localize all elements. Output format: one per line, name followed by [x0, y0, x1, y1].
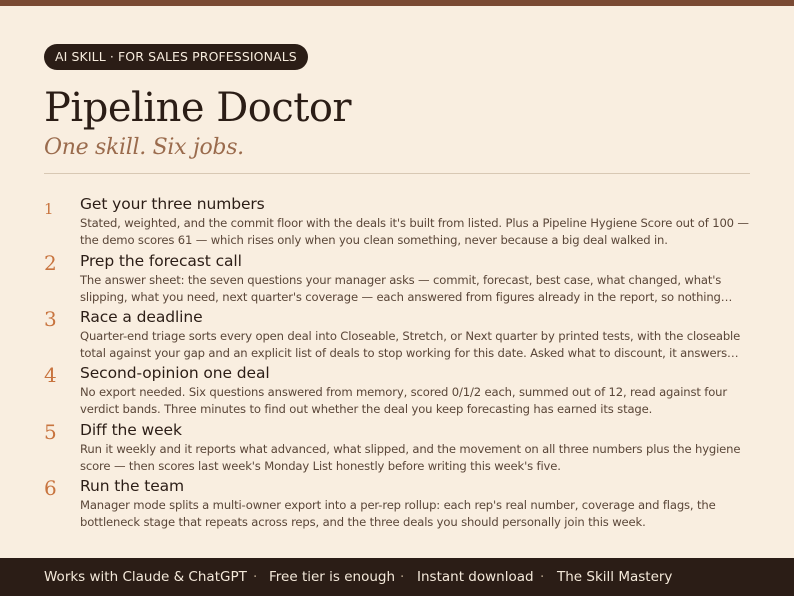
footer-download: Instant download	[417, 569, 534, 585]
item-number: 6	[44, 476, 57, 500]
item-heading: Race a deadline	[80, 308, 203, 326]
page-subtitle: One skill. Six jobs.	[44, 135, 244, 160]
item-description: Manager mode splits a multi-owner export into a per-rep rollup: each rep's real number, coverage and flags, the bottleneck stage that repeats across reps, and the three deals you should personally join this week.	[80, 498, 716, 529]
item-number: 5	[44, 420, 57, 444]
list-item-4	[44, 363, 754, 419]
list-item-6	[44, 476, 754, 532]
list-item-1	[44, 194, 754, 250]
item-number: 4	[44, 363, 57, 387]
list-item-5	[44, 420, 754, 476]
item-description: Stated, weighted, and the commit floor with the deals it's built from listed. Plus a Pipeline Hygiene Score out of 100 — the demo scores 61 — which rises only when you clean something, never because a big deal walked in.	[80, 216, 749, 247]
footer-bar	[0, 558, 794, 596]
item-description: Quarter-end triage sorts every open deal into Closeable, Stretch, or Next quarter by printed tests, with the closeable total against your gap and an explicit list of deals to stop working for this date. Asked what to discount, it answers…	[80, 329, 741, 360]
footer-separator: ·	[540, 569, 545, 585]
item-heading: Run the team	[80, 477, 185, 495]
item-number: 2	[44, 251, 57, 275]
category-badge: AI SKILL · FOR SALES PROFESSIONALS	[44, 44, 308, 70]
item-heading: Get your three numbers	[80, 195, 265, 213]
item-description: No export needed. Six questions answered from memory, scored 0/1/2 each, summed out of 12, read against four verdict bands. Three minutes to find out whether the deal you keep forecasting has earned its stage.	[80, 385, 727, 416]
item-heading: Diff the week	[80, 421, 182, 439]
item-number: 1	[44, 200, 54, 218]
footer-compatibility: Works with Claude & ChatGPT	[44, 569, 247, 585]
list-item-2	[44, 251, 754, 307]
footer-brand: The Skill Mastery	[557, 569, 673, 585]
list-item-3	[44, 307, 754, 363]
item-heading: Second-opinion one deal	[80, 364, 270, 382]
footer-separator: ·	[253, 569, 258, 585]
footer-separator: ·	[400, 569, 405, 585]
footer-free-tier: Free tier is enough	[269, 569, 396, 585]
top-accent-bar	[0, 0, 794, 6]
divider	[44, 173, 750, 174]
item-heading: Prep the forecast call	[80, 252, 242, 270]
item-number: 3	[44, 307, 57, 331]
item-description: The answer sheet: the seven questions your manager asks — commit, forecast, best case, what changed, what's slipping, what you need, next quarter's coverage — each answered from figures already in the report, so nothing…	[80, 273, 733, 304]
item-description: Run it weekly and it reports what advanced, what slipped, and the movement on all three numbers plus the hygiene score — then scores last week's Monday List honestly before writing this week's five.	[80, 442, 741, 473]
page-title: Pipeline Doctor	[44, 85, 352, 131]
